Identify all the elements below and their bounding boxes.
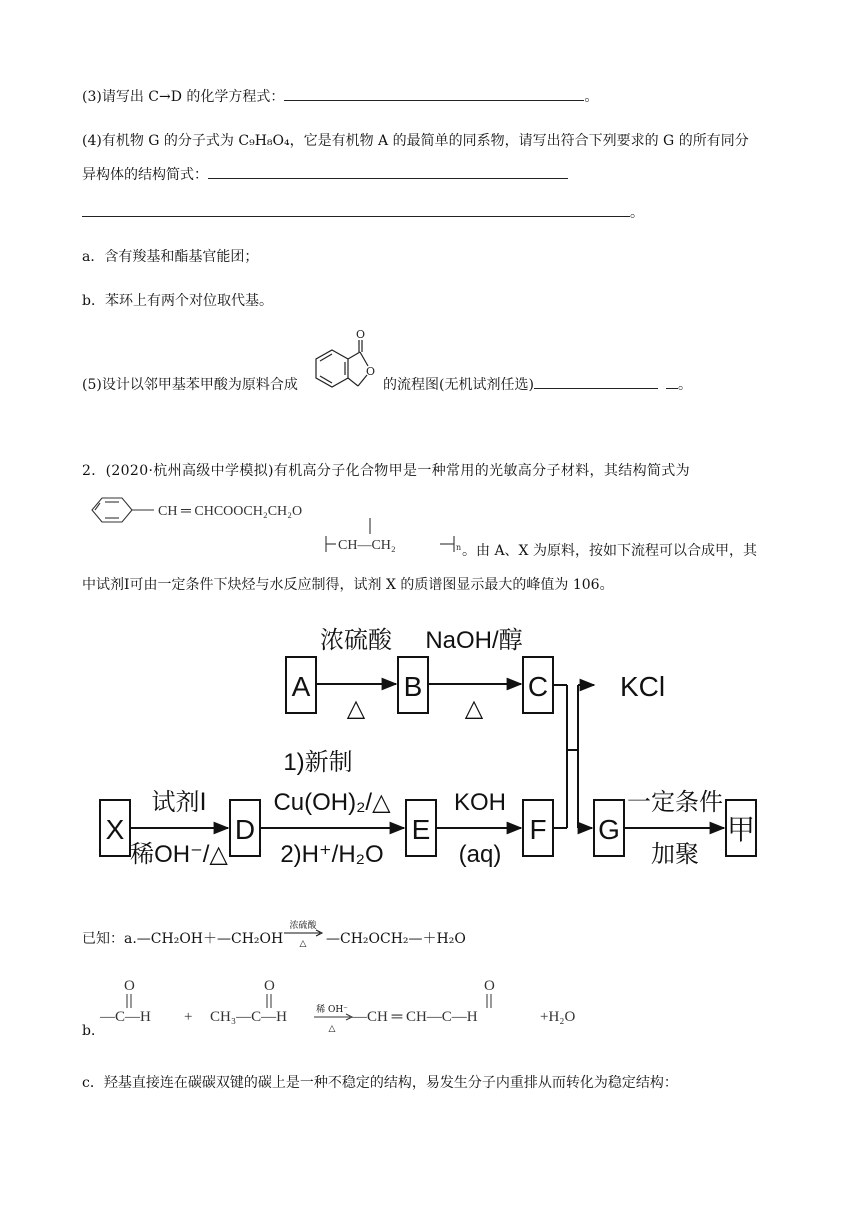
question-4-line1: (4)有机物 G 的分子式为 C₉H₈O₄，它是有机物 A 的最简单的同系物，请写出符合下列要求的 G 的所有同分 — [82, 133, 749, 149]
known-b-label: b． — [82, 1023, 105, 1039]
label-D: D — [234, 814, 256, 845]
polymer-side-chain: CH ═ CHCOOCH₂CH₂O — [158, 504, 303, 519]
label-C: C — [527, 671, 549, 702]
known-b-reaction — [100, 972, 620, 1042]
known-b-product: —CH ═ CH—C—H — [352, 1009, 478, 1025]
known-a-cond-top: 浓硫酸 — [289, 921, 317, 931]
known-c: c．羟基直接连在碳碳双键的碳上是一种不稳定的结构，易发生分子内重排从而转化为稳定结构： — [82, 1075, 678, 1091]
question-2-line2: 。由 A、X 为原料，按如下流程可以合成甲，其 — [462, 543, 757, 559]
known-a-arrow — [282, 918, 324, 952]
label-G: G — [598, 814, 620, 845]
cond-bc-bottom: △ — [464, 695, 484, 722]
known-b-o2: O — [264, 978, 275, 994]
cond-ab-top: 浓硫酸 — [320, 627, 392, 654]
known-b-o1: O — [124, 978, 135, 994]
known-a — [82, 928, 283, 948]
cond-ef-bottom: (aq) — [458, 841, 502, 868]
ring-oxygen: O — [366, 365, 376, 378]
answer-blank — [534, 374, 658, 389]
question-4-line2 — [82, 164, 568, 184]
answer-blank — [666, 374, 678, 389]
synthesis-flow-diagram — [0, 610, 860, 900]
polymer-backbone: CH—CH₂ — [338, 538, 396, 553]
question-5 — [82, 374, 298, 394]
polymer-structure-icon — [80, 492, 460, 558]
question-3-text: (3)请写出 C→D 的化学方程式： — [82, 89, 285, 105]
question-5-rest — [383, 374, 692, 394]
answer-blank — [284, 86, 584, 101]
known-b-cond-bottom: △ — [328, 1024, 336, 1034]
cond-bc-top: NaOH/醇 — [425, 627, 523, 654]
question-4-line2-text: 异构体的结构简式： — [82, 167, 208, 183]
question-5-after: 的流程图(无机试剂任选) — [383, 377, 534, 393]
cond-xd-bottom: 稀OH⁻/△ — [130, 841, 228, 868]
period: 。 — [584, 89, 599, 105]
condition-b: b．苯环上有两个对位取代基。 — [82, 293, 273, 309]
condition-a: a．含有羧基和酯基官能团； — [82, 249, 259, 265]
known-a-cond-bottom: △ — [299, 939, 307, 949]
cond-gj-top: 一定条件 — [627, 789, 723, 816]
polymer-n: n — [456, 543, 462, 552]
cond-xd-top: 试剂Ⅰ — [151, 789, 207, 816]
period: 。 — [677, 377, 692, 393]
carbonyl-oxygen: O — [356, 328, 366, 341]
label-A: A — [291, 671, 311, 702]
label-B: B — [403, 671, 423, 702]
answer-blank — [208, 164, 568, 179]
question-2-line3: 中试剂Ⅰ可由一定条件下炔烃与水反应制得，试剂 X 的质谱图显示最大的峰值为 106。 — [82, 577, 614, 593]
question-3 — [82, 86, 598, 106]
cond-ab-bottom: △ — [346, 695, 366, 722]
label-E: E — [411, 814, 431, 845]
phthalide-structure-icon — [310, 328, 380, 400]
known-b-water: +H₂O — [540, 1009, 576, 1025]
known-a-reactants: 已知：a.—CH₂OH＋—CH₂OH — [82, 931, 284, 947]
cond-gj-bottom: 加聚 — [651, 841, 699, 868]
known-a-product: —CH₂OCH₂—＋H₂O — [326, 931, 466, 947]
period: 。 — [630, 205, 644, 221]
label-X: X — [105, 814, 125, 845]
label-F: F — [529, 814, 547, 845]
known-b-plus: + — [184, 1009, 193, 1025]
cond-de-top1: 1)新制 — [283, 749, 353, 776]
question-4-line3 — [82, 202, 644, 222]
known-b-o3: O — [484, 978, 495, 994]
cond-ef-top: KOH — [453, 789, 507, 816]
known-b-reactant2: CH₃—C—H — [210, 1009, 287, 1025]
question-5-text: (5)设计以邻甲基苯甲酸为原料合成 — [82, 377, 298, 393]
question-2-line1: 2．(2020·杭州高级中学模拟)有机高分子化合物甲是一种常用的光敏高分子材料，其结构简式为 — [82, 463, 691, 479]
answer-blank — [82, 202, 630, 217]
known-b-cond-top: 稀 OH⁻ — [316, 1005, 348, 1015]
known-b-reactant1: —C—H — [100, 1009, 151, 1025]
label-jia: 甲 — [726, 814, 756, 845]
cond-de-top2: Cu(OH)₂/△ — [273, 789, 391, 816]
label-kcl: KCl — [620, 671, 666, 702]
cond-de-bottom: 2)H⁺/H₂O — [280, 841, 384, 868]
